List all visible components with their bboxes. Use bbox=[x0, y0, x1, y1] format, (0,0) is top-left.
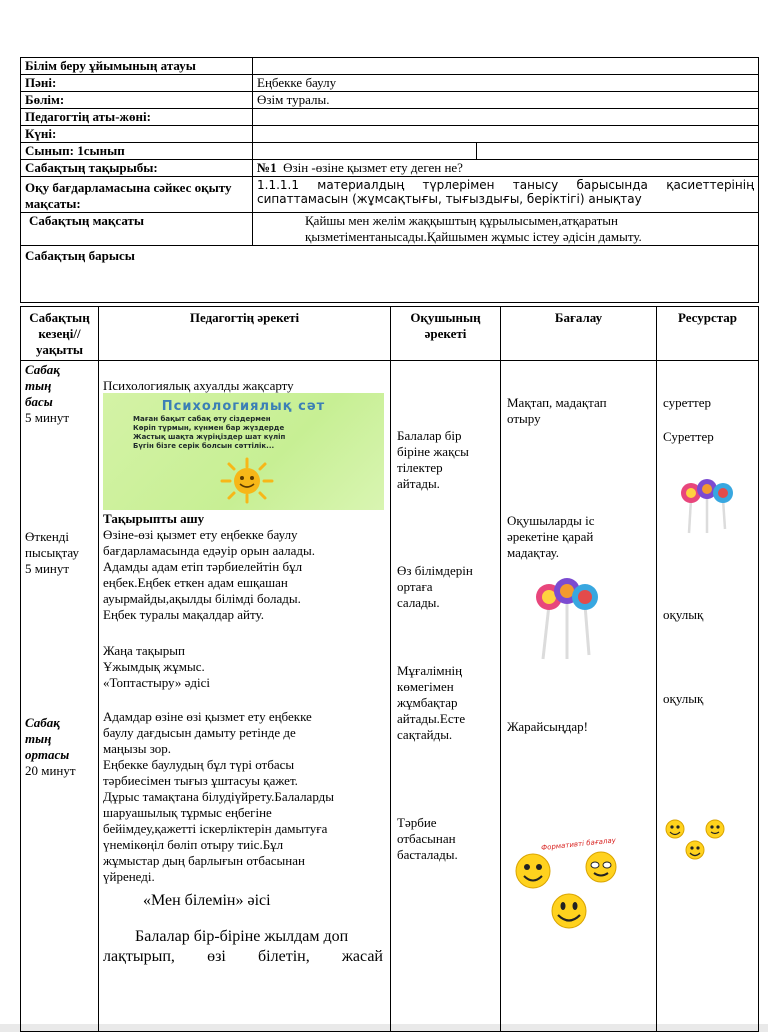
info-row-progress bbox=[21, 246, 759, 303]
header-stage: Сабақтың кезеңі// уақыты bbox=[21, 307, 99, 361]
section-value: Өзім туралы. bbox=[253, 92, 759, 109]
objectives-value: 1.1.1.1 материалдың түрлерімен танысу барысында қасиеттерінің сипаттамасын (жұмсақтығы, тығыздығы, беріктігі) анықтау bbox=[253, 177, 759, 213]
stage-cell bbox=[21, 361, 99, 1032]
subject-value: Еңбекке баулу bbox=[253, 75, 759, 92]
date-label: Күні: bbox=[21, 126, 253, 143]
smiley-faces-small-icon bbox=[661, 809, 731, 861]
smiley-faces-icon bbox=[511, 835, 631, 931]
teacher-paragraph-2: Жаңа тақырып Ұжымдық жұмыс. «Топтастыру» әдісі bbox=[103, 643, 210, 690]
topic-value bbox=[253, 160, 759, 177]
header-student: Оқушының әрекеті bbox=[391, 307, 501, 361]
topic-label: Сабақтың тақырыбы: bbox=[21, 160, 253, 177]
student-action-2: Өз білімдерін ортаға салады. bbox=[397, 563, 473, 610]
class-cell-b bbox=[477, 143, 759, 160]
info-row-org bbox=[21, 58, 759, 75]
teacher-paragraph-1: Өзіне-өзі қызмет ету еңбекке баулу бағдарламасында едәуір орын аалады. Адамды адам етіп тәрбиелейтін бұл еңбек.Еңбек еткен адам ешқашан ауырмайды,ақылды білімді болады. Еңбек туралы мақалдар айту. bbox=[103, 527, 315, 622]
header-teacher: Педагогтің әрекеті bbox=[99, 307, 391, 361]
info-row-objectives bbox=[21, 177, 759, 213]
info-row-class bbox=[21, 143, 759, 160]
lollipops-small-icon bbox=[677, 477, 739, 535]
stage-review-title: Өткенді пысықтау bbox=[25, 529, 79, 560]
info-row-teacher bbox=[21, 109, 759, 126]
assessment-1: Мақтап, мадақтап отыру bbox=[507, 395, 607, 426]
class-label: Сынып: 1сынып bbox=[21, 143, 253, 160]
teacher-value bbox=[253, 109, 759, 126]
resources-cell bbox=[657, 361, 759, 1032]
teacher-paragraph-4a: Балалар бір-біріне жылдам доп bbox=[135, 928, 349, 945]
topic-text: Өзін -өзіне қызмет ету деген не? bbox=[283, 160, 463, 175]
info-row-topic bbox=[21, 160, 759, 177]
progress-body-row bbox=[21, 361, 759, 1032]
goal-value: Қайшы мен желім жаққыштың құрылысымен,атқаратын қызметіментанысады.Қайшымен жұмыс істеу әдісін дамыту. bbox=[253, 213, 759, 246]
resource-1: суреттер bbox=[663, 395, 712, 410]
stage-middle-title: Сабақ тың ортасы bbox=[25, 715, 70, 762]
psych-moment-banner bbox=[103, 393, 384, 510]
goal-label: Сабақтың мақсаты bbox=[21, 213, 253, 246]
info-row-date bbox=[21, 126, 759, 143]
header-resources: Ресурстар bbox=[657, 307, 759, 361]
student-action-4: Тәрбие отбасынан басталады. bbox=[397, 815, 458, 862]
info-row-subject bbox=[21, 75, 759, 92]
student-action-3: Мұғалімнің көмегімен жұмбақтар айтады.Есте сақтайды. bbox=[397, 663, 466, 742]
stage-start-time: 5 минут bbox=[25, 410, 70, 425]
resource-2: Суреттер bbox=[663, 429, 714, 444]
assessment-3: Жарайсыңдар! bbox=[507, 719, 588, 734]
section-label: Бөлім: bbox=[21, 92, 253, 109]
lesson-info-table bbox=[20, 57, 759, 303]
org-label: Білім беру ұйымының атауы bbox=[21, 58, 253, 75]
student-action-1: Балалар бір біріне жақсы тілектер айтады. bbox=[397, 428, 469, 491]
subject-label: Пәні: bbox=[21, 75, 253, 92]
smiley-caption: Формативті бағалау bbox=[540, 836, 617, 853]
objectives-label: Оқу бағдарламасына сәйкес оқыту мақсаты: bbox=[21, 177, 253, 213]
teacher-psych-line: Психологиялық ахуалды жақсарту bbox=[103, 378, 294, 393]
assessment-cell bbox=[501, 361, 657, 1032]
class-cell-a bbox=[253, 143, 477, 160]
topic-number: №1 bbox=[257, 160, 277, 175]
date-value bbox=[253, 126, 759, 143]
lesson-progress-table bbox=[20, 306, 759, 1032]
org-value bbox=[253, 58, 759, 75]
progress-header-row bbox=[21, 307, 759, 361]
stage-middle-time: 20 минут bbox=[25, 763, 76, 778]
stage-start-title: Сабақ тың басы bbox=[25, 362, 60, 409]
teacher-paragraph-4b: лақтырып, өзі білетін, жасай bbox=[103, 948, 383, 965]
lollipop-icon bbox=[529, 575, 601, 663]
topic-open-title: Тақырыпты ашу bbox=[103, 511, 205, 526]
method-title: «Мен білемін» әісі bbox=[143, 892, 271, 909]
teacher-action-cell bbox=[99, 361, 391, 1032]
info-row-goal bbox=[21, 213, 759, 246]
student-action-cell bbox=[391, 361, 501, 1032]
teacher-label: Педагогтің аты-жөні: bbox=[21, 109, 253, 126]
header-assessment: Бағалау bbox=[501, 307, 657, 361]
banner-title: Психологиялық сәт bbox=[161, 399, 326, 414]
resource-4: оқулық bbox=[663, 691, 704, 706]
stage-review-time: 5 минут bbox=[25, 561, 70, 576]
sun-icon bbox=[216, 455, 278, 505]
banner-lines: Маған бақыт сабақ өту сіздермен Көріп тұрмын, күнмен бар жүздерде Жастық шақта жүріңіздер шат күліп Бүгін бізге серік болсын сәттілік... bbox=[133, 415, 286, 450]
resource-3: оқулық bbox=[663, 607, 704, 622]
info-row-section bbox=[21, 92, 759, 109]
progress-label: Сабақтың барысы bbox=[21, 246, 759, 303]
teacher-paragraph-3: Адамдар өзіне өзі қызмет ету еңбекке баулу дағдысын дамыту ретінде де маңызы зор. Еңбекке баулудың бұл түрі отбасы тәрбиесімен тығыз ұштасуы қажет. Дұрыс тамақтана білудіүйрету.Балаларды шаруашылық тұрмыс еңбегіне бейімдеу,қажетті іскерліктерін дамытуға үнемікөңіл бөліп отыру тиіс.Бұл жұмыстар дың барлығын отбасынан үйренеді. bbox=[103, 709, 335, 884]
assessment-2: Оқушыларды іс әрекетіне қарай мадақтау. bbox=[507, 513, 595, 560]
